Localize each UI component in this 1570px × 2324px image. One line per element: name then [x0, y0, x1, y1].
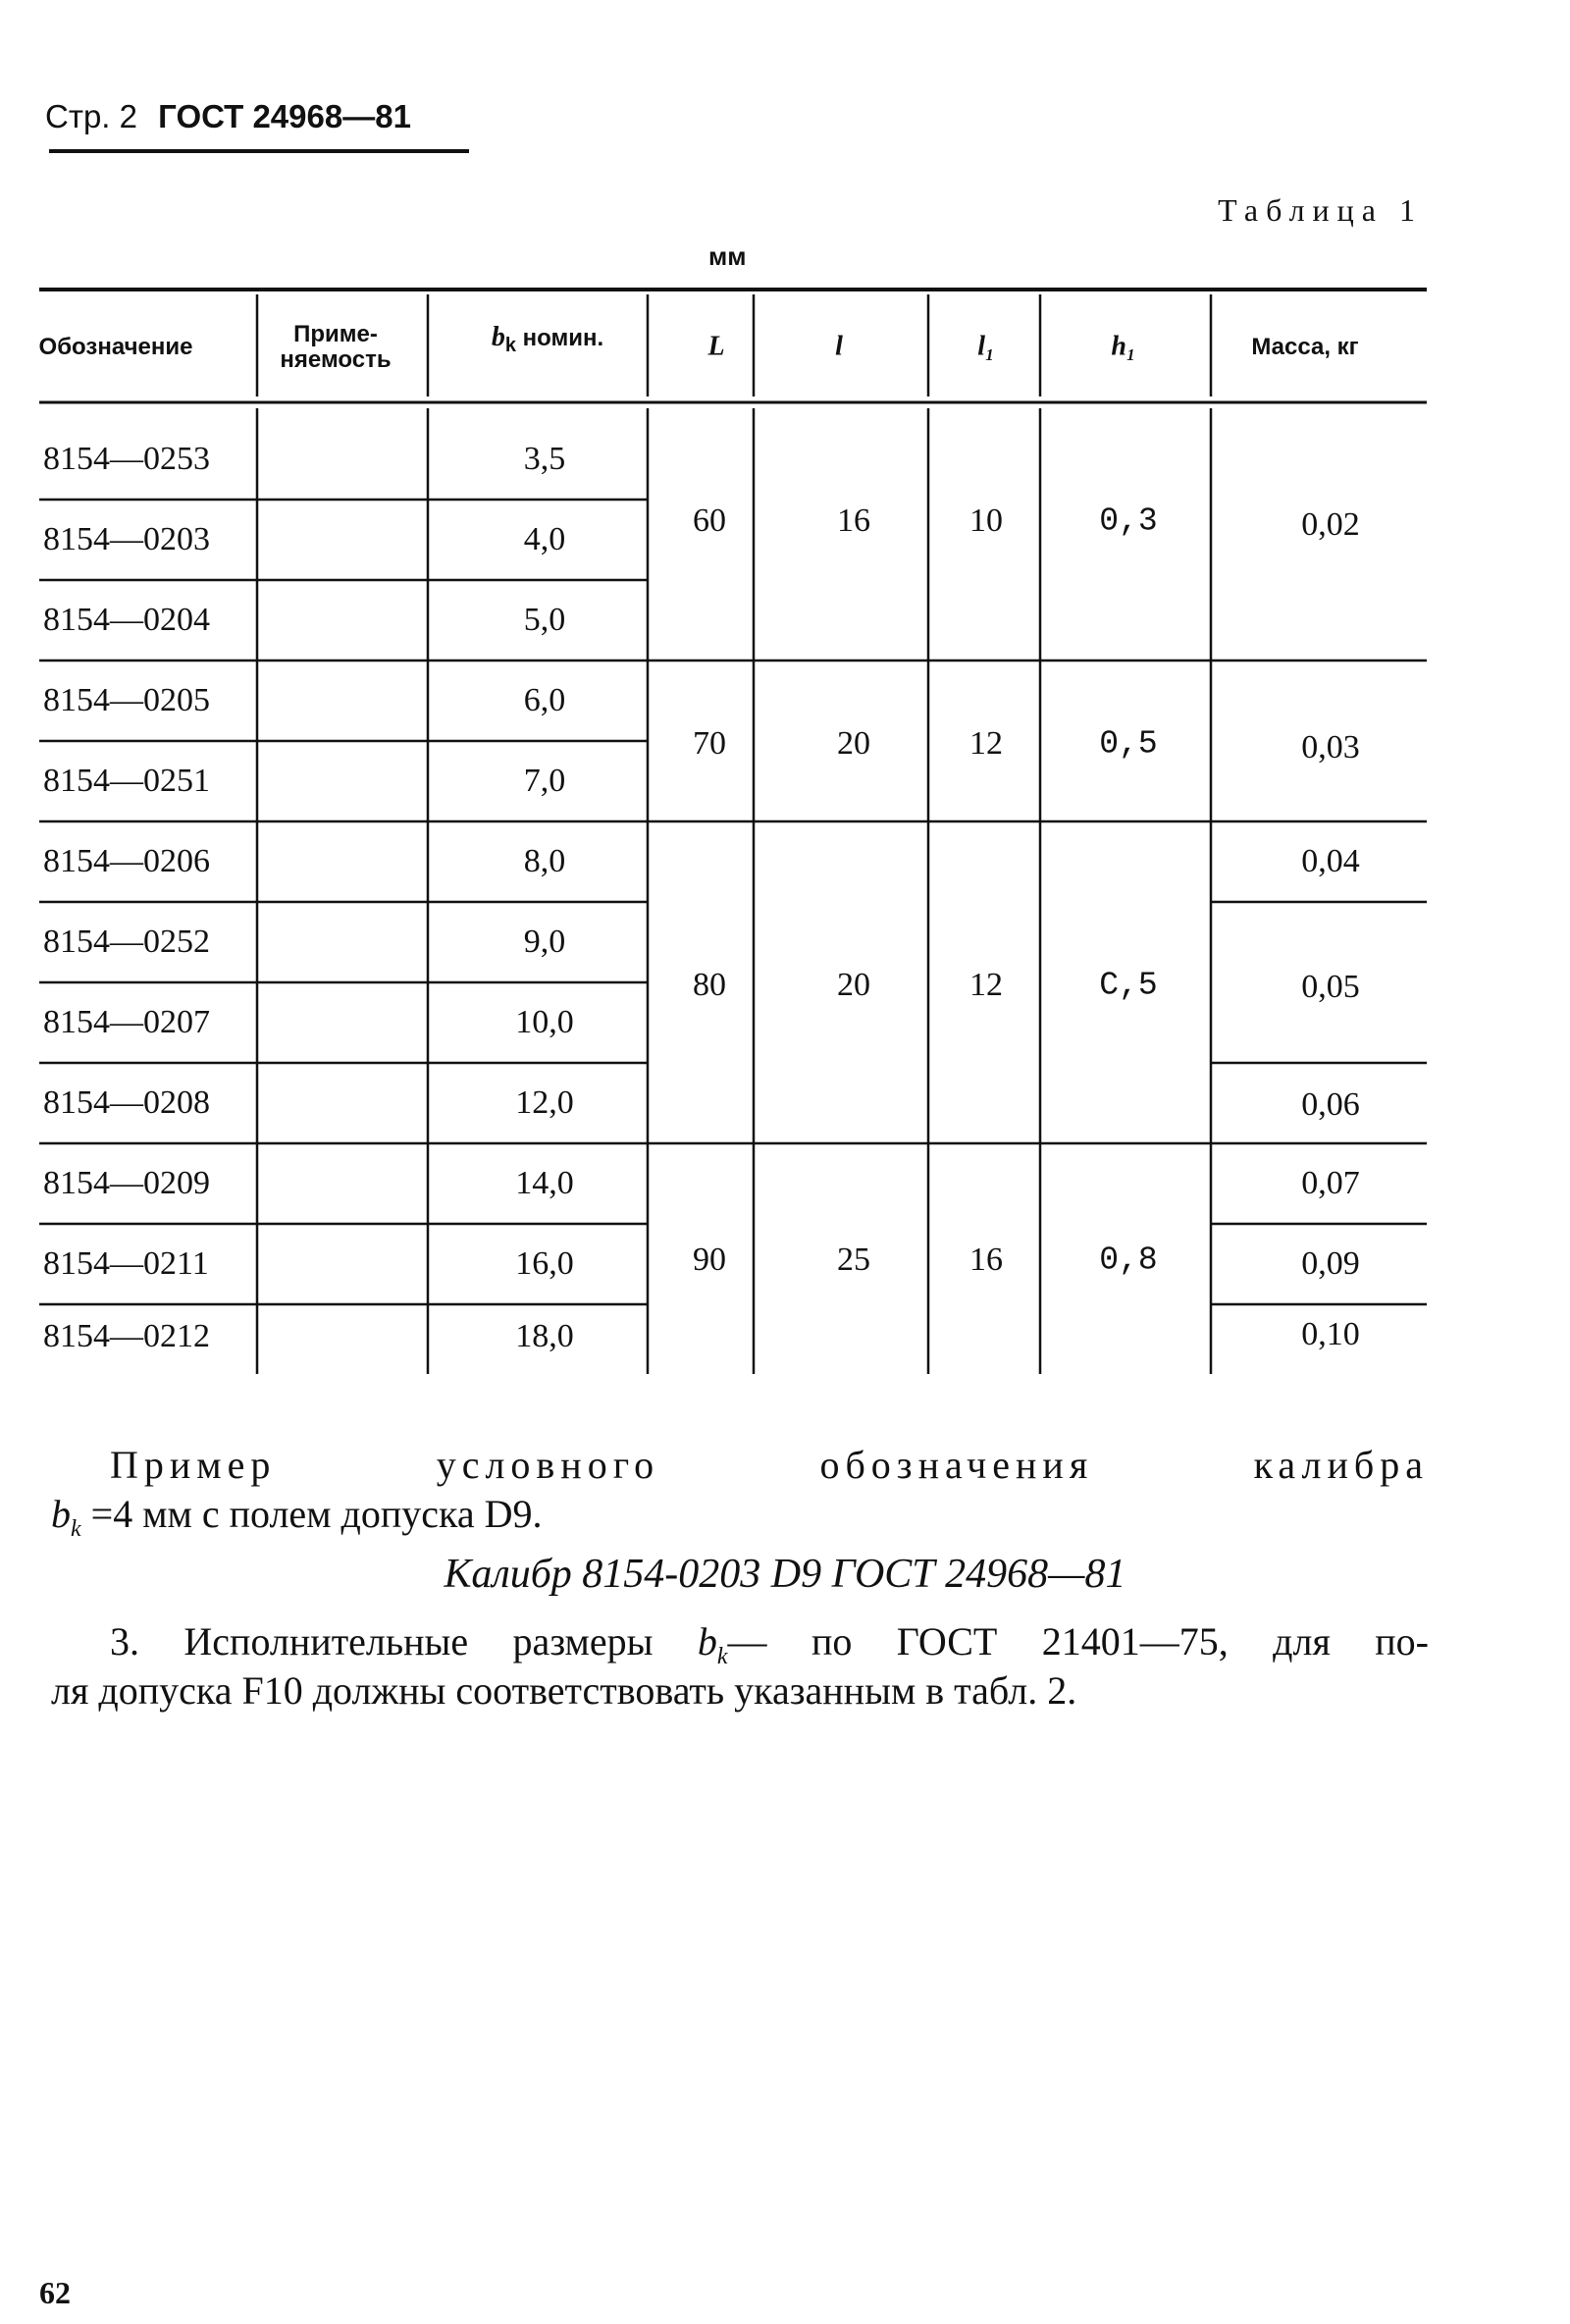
header-underline	[49, 149, 469, 153]
bk-subscript: k	[504, 334, 516, 356]
bk-value: 18,0	[515, 1318, 574, 1354]
mass-value: 0,06	[1301, 1086, 1360, 1123]
l-value: 20	[837, 967, 870, 1003]
col-header-applicability: Приме- няемость	[280, 321, 392, 373]
row-code: 8154—0204	[43, 602, 210, 638]
col-header-l1	[977, 331, 995, 362]
l1-symbol: l₁	[977, 331, 995, 362]
example-line-2	[51, 1492, 542, 1552]
l1-value: 12	[969, 967, 1003, 1003]
col-header-l	[835, 331, 843, 362]
l-symbol: l	[835, 331, 843, 362]
bk-value: 9,0	[523, 924, 566, 960]
page-number: 62	[39, 2275, 71, 2310]
example-word: калибра	[1253, 1443, 1429, 1487]
mass-value: 0,05	[1301, 969, 1360, 1005]
bk-symbol: b	[491, 322, 505, 353]
row-code: 8154—0209	[43, 1165, 210, 1201]
l-value: 25	[837, 1241, 870, 1278]
example-word: обозначения	[819, 1443, 1094, 1487]
row-code: 8154—0207	[43, 1004, 210, 1040]
bk-value: 12,0	[515, 1084, 574, 1121]
bk-value: 5,0	[523, 602, 566, 638]
paragraph-3-line-2: ля допуска F10 должны соответствовать указанным в табл. 2.	[51, 1668, 1077, 1713]
col-header-designation: Обозначение	[38, 334, 193, 360]
mass-value: 0,10	[1301, 1316, 1360, 1352]
mass-value: 0,04	[1301, 843, 1360, 879]
col-header-L	[707, 331, 725, 362]
bk-letter: b	[51, 1492, 71, 1536]
page-header	[45, 98, 411, 135]
mass-value: 0,03	[1301, 729, 1360, 766]
bk-value: 10,0	[515, 1004, 574, 1040]
row-code: 8154—0252	[43, 924, 210, 960]
l1-value: 16	[969, 1241, 1003, 1278]
bk-symbol-inline	[51, 1492, 81, 1542]
designation-example: Калибр 8154-0203 D9 ГОСТ 24968—81	[444, 1552, 1126, 1597]
bk-letter: b	[697, 1619, 717, 1664]
bk-label: номин.	[515, 325, 604, 352]
bk-symbol-inline	[697, 1619, 728, 1669]
col-header-mass: Масса, кг	[1251, 334, 1359, 360]
page-label: Стр. 2	[45, 98, 137, 134]
col-header-bk	[491, 322, 604, 358]
row-code: 8154—0205	[43, 682, 210, 718]
h1-value: 0,3	[1099, 502, 1158, 540]
l1-value: 12	[969, 725, 1003, 762]
row-code: 8154—0211	[43, 1245, 209, 1282]
mass-value: 0,02	[1301, 506, 1360, 543]
bk-value: 3,5	[523, 441, 566, 477]
L-value: 70	[693, 725, 726, 762]
table-caption: Таблица 1	[1218, 192, 1423, 228]
l1-value: 10	[969, 502, 1003, 539]
bk-subscript: k	[716, 1644, 728, 1669]
paragraph-3-start: 3. Исполнительные размеры	[110, 1619, 698, 1664]
col-header-h1	[1111, 331, 1136, 362]
bk-value: 8,0	[523, 843, 566, 879]
bk-value: 7,0	[523, 763, 566, 799]
example-rest: =4 мм с полем допуска D9.	[80, 1492, 543, 1536]
h1-value: 0,8	[1099, 1241, 1158, 1279]
h1-value: 0,5	[1099, 725, 1158, 763]
bk-subscript: k	[71, 1516, 81, 1542]
h1-symbol: h₁	[1111, 331, 1136, 362]
mass-value: 0,09	[1301, 1245, 1360, 1282]
row-code: 8154—0253	[43, 441, 210, 477]
bk-value: 4,0	[523, 521, 566, 557]
row-code: 8154—0206	[43, 843, 210, 879]
dimensions-table	[39, 287, 1427, 1376]
L-value: 90	[693, 1241, 726, 1278]
example-word: Пример	[110, 1443, 277, 1487]
row-code: 8154—0208	[43, 1084, 210, 1121]
l-value: 20	[837, 725, 870, 762]
row-code: 8154—0203	[43, 521, 210, 557]
bk-value: 16,0	[515, 1245, 574, 1282]
table-unit: мм	[708, 241, 747, 271]
h1-value: С,5	[1099, 967, 1158, 1004]
standard-number: ГОСТ 24968—81	[158, 98, 411, 134]
example-word: условного	[436, 1443, 660, 1487]
row-code: 8154—0251	[43, 763, 210, 799]
bk-value: 6,0	[523, 682, 566, 718]
L-value: 60	[693, 502, 726, 539]
l-value: 16	[837, 502, 870, 539]
mass-value: 0,07	[1301, 1165, 1360, 1201]
row-code: 8154—0212	[43, 1318, 210, 1354]
L-symbol: L	[707, 331, 725, 362]
paragraph-3-end: — по ГОСТ 21401—75, для по-	[727, 1619, 1429, 1664]
example-line-1	[110, 1443, 1429, 1488]
L-value: 80	[693, 967, 726, 1003]
table-grid	[39, 287, 1427, 1376]
bk-value: 14,0	[515, 1165, 574, 1201]
